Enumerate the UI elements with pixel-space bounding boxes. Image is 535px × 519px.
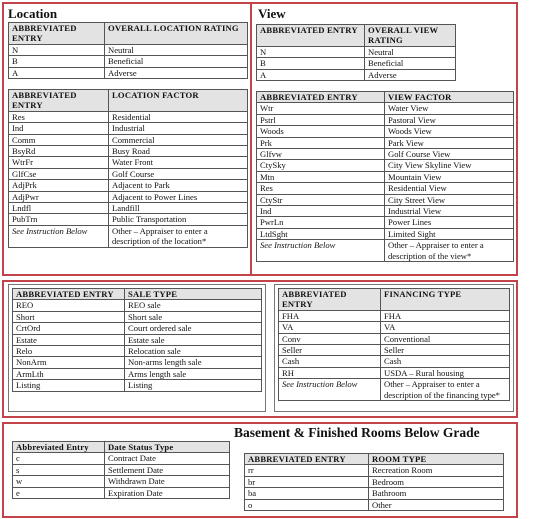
description-cell: Busy Road [109,146,248,157]
abbreviated-entry-cell: A [9,67,105,78]
table-row [257,240,514,262]
description-cell: FHA [381,310,510,321]
description-cell: Golf Course View [385,149,514,160]
description-cell: Cash [381,356,510,367]
table-row [9,191,248,202]
description-cell: Withdrawn Date [105,476,230,487]
description-cell: Settlement Date [105,464,230,475]
table-row [257,149,514,160]
description-cell: REO sale [125,300,262,311]
abbreviated-entry-cell: Short [13,311,125,322]
description-cell: Other [369,499,504,510]
table-row [257,114,514,125]
location-rating-table [8,22,248,79]
location-factor-table [8,89,248,248]
table-row [9,146,248,157]
abbreviated-entry-cell: Estate [13,334,125,345]
abbreviated-entry-cell: Res [9,111,109,122]
abbreviated-entry-cell: Lndfl [9,203,109,214]
abbreviated-entry-cell: s [13,464,105,475]
table-row [279,379,510,401]
abbreviated-entry-cell: Relo [13,346,125,357]
description-cell: Bathroom [369,488,504,499]
table-row [245,488,504,499]
description-cell: Pastoral View [385,114,514,125]
table-row [9,225,248,247]
table-row [257,228,514,239]
description-cell: Relocation sale [125,346,262,357]
abbreviated-entry-cell: Conv [279,333,381,344]
abbreviated-entry-cell: RH [279,367,381,378]
description-cell: Public Transportation [109,214,248,225]
table-row [9,134,248,145]
basement-title: Basement & Finished Rooms Below Grade [234,425,480,440]
abbreviated-entry-cell: Mtn [257,171,385,182]
description-cell: Bedroom [369,476,504,487]
table-row [9,56,248,67]
description-cell: Beneficial [365,58,456,69]
description-cell: Limited Sight [385,228,514,239]
column-header: VIEW FACTOR [385,92,514,103]
abbreviated-entry-cell: Res [257,183,385,194]
abbreviated-entry-cell: LtdSght [257,228,385,239]
abbreviated-entry-cell: o [245,499,369,510]
description-cell: Industrial [109,123,248,134]
abbreviated-entry-cell: AdjPwr [9,191,109,202]
description-cell: City View Skyline View [385,160,514,171]
table-header-row [257,25,456,47]
table-row [13,476,230,487]
view-rating-table [256,24,456,81]
abbreviated-entry-cell: Ind [257,206,385,217]
table-row [257,160,514,171]
abbreviated-entry-cell: br [245,476,369,487]
table-header-row [9,90,248,112]
column-header: FINANCING TYPE [381,289,510,311]
table-row [13,357,262,368]
table-row [9,111,248,122]
description-cell: Court ordered sale [125,323,262,334]
description-cell: Recreation Room [369,465,504,476]
abbreviated-entry-cell: Comm [9,134,109,145]
table-row [9,67,248,78]
table-row [279,310,510,321]
description-cell: Neutral [105,44,248,55]
abbreviated-entry-cell: Cash [279,356,381,367]
table-row [9,168,248,179]
description-cell: Listing [125,380,262,391]
table-row [257,206,514,217]
abbreviated-entry-cell: VA [279,322,381,333]
description-cell: VA [381,322,510,333]
description-cell: Park View [385,137,514,148]
column-header: ABBREVIATED ENTRY [257,25,365,47]
table-header-row [245,454,504,465]
description-cell: Mountain View [385,171,514,182]
column-header: Abbreviated Entry [13,442,105,453]
description-cell: Neutral [365,46,456,57]
table-row [13,487,230,498]
description-cell: City Street View [385,194,514,205]
column-header: ABBREVIATED ENTRY [279,289,381,311]
description-cell: Residential View [385,183,514,194]
description-cell: Power Lines [385,217,514,228]
abbreviated-entry-cell: GlfCse [9,168,109,179]
description-cell: Adjacent to Power Lines [109,191,248,202]
description-cell: Adverse [105,67,248,78]
description-cell: Estate sale [125,334,262,345]
table-row [257,137,514,148]
abbreviated-entry-cell: CtyStr [257,194,385,205]
abbreviated-entry-cell: w [13,476,105,487]
column-header: ABBREVIATED ENTRY [9,90,109,112]
description-cell: Contract Date [105,453,230,464]
abbreviated-entry-cell: N [9,44,105,55]
table-row [257,171,514,182]
abbreviated-entry-cell: Pstrl [257,114,385,125]
description-cell: Other – Appraiser to enter a description of the financing type* [381,379,510,401]
table-row [245,499,504,510]
description-cell: Seller [381,345,510,356]
abbreviated-entry-cell: PwrLn [257,217,385,228]
table-row [9,157,248,168]
table-row [257,103,514,114]
description-cell: Expiration Date [105,487,230,498]
table-row [13,300,262,311]
column-header: ROOM TYPE [369,454,504,465]
table-row [13,464,230,475]
table-row [279,356,510,367]
abbreviated-entry-cell: B [257,58,365,69]
description-cell: Adjacent to Park [109,180,248,191]
description-cell: Water Front [109,157,248,168]
abbreviated-entry-cell: See Instruction Below [257,240,385,262]
abbreviated-entry-cell: rr [245,465,369,476]
location-title: Location [8,6,58,21]
description-cell: Conventional [381,333,510,344]
abbreviated-entry-cell: NonArm [13,357,125,368]
column-header: ABBREVIATED ENTRY [245,454,369,465]
table-row [257,217,514,228]
table-row [13,453,230,464]
abbreviated-entry-cell: BsyRd [9,146,109,157]
description-cell: Arms length sale [125,368,262,379]
abbreviated-entry-cell: N [257,46,365,57]
table-row [13,311,262,322]
abbreviated-entry-cell: WtrFr [9,157,109,168]
abbreviated-entry-cell: Woods [257,126,385,137]
financing-type-table [278,288,510,401]
column-header: SALE TYPE [125,289,262,300]
table-row [279,345,510,356]
view-factor-table [256,91,514,262]
table-row [13,346,262,357]
table-row [279,333,510,344]
table-row [9,214,248,225]
table-header-row [13,442,230,453]
abbreviated-entry-cell: Listing [13,380,125,391]
table-row [279,367,510,378]
abbreviated-entry-cell: FHA [279,310,381,321]
description-cell: Residential [109,111,248,122]
table-row [257,58,456,69]
abbreviated-entry-cell: Glfvw [257,149,385,160]
table-row [257,46,456,57]
column-header: Date Status Type [105,442,230,453]
description-cell: Landfill [109,203,248,214]
abbreviated-entry-cell: c [13,453,105,464]
column-header: OVERALL LOCATION RATING [105,23,248,45]
description-cell: Adverse [365,69,456,80]
table-row [245,476,504,487]
description-cell: USDA – Rural housing [381,367,510,378]
abbreviated-entry-cell: Wtr [257,103,385,114]
abbreviated-entry-cell: REO [13,300,125,311]
abbreviated-entry-cell: AdjPrk [9,180,109,191]
table-row [257,69,456,80]
abbreviated-entry-cell: A [257,69,365,80]
column-header: ABBREVIATED ENTRY [9,23,105,45]
column-header: LOCATION FACTOR [109,90,248,112]
table-row [13,368,262,379]
abbreviated-entry-cell: CtySky [257,160,385,171]
description-cell: Commercial [109,134,248,145]
abbreviated-entry-cell: ba [245,488,369,499]
description-cell: Other – Appraiser to enter a description of the location* [109,225,248,247]
abbreviated-entry-cell: See Instruction Below [9,225,109,247]
description-cell: Non-arms length sale [125,357,262,368]
description-cell: Other – Appraiser to enter a description of the view* [385,240,514,262]
table-row [13,380,262,391]
description-cell: Industrial View [385,206,514,217]
description-cell: Short sale [125,311,262,322]
table-row [13,323,262,334]
column-header: ABBREVIATED ENTRY [257,92,385,103]
abbreviated-entry-cell: B [9,56,105,67]
abbreviated-entry-cell: Prk [257,137,385,148]
table-header-row [9,23,248,45]
table-row [9,123,248,134]
sale-type-table [12,288,262,392]
description-cell: Beneficial [105,56,248,67]
table-header-row [13,289,262,300]
basement-room-table [244,453,504,511]
abbreviated-entry-cell: e [13,487,105,498]
table-row [9,44,248,55]
table-row [279,322,510,333]
date-status-table [12,441,230,499]
description-cell: Water View [385,103,514,114]
table-row [257,126,514,137]
abbreviated-entry-cell: See Instruction Below [279,379,381,401]
abbreviated-entry-cell: Seller [279,345,381,356]
table-header-row [279,289,510,311]
table-row [9,203,248,214]
abbreviated-entry-cell: Ind [9,123,109,134]
table-row [13,334,262,345]
description-cell: Woods View [385,126,514,137]
abbreviated-entry-cell: CrtOrd [13,323,125,334]
table-row [257,194,514,205]
table-row [257,183,514,194]
view-title: View [258,6,286,21]
column-header: OVERALL VIEW RATING [365,25,456,47]
column-header: ABBREVIATED ENTRY [13,289,125,300]
abbreviated-entry-cell: ArmLth [13,368,125,379]
table-header-row [257,92,514,103]
table-row [245,465,504,476]
description-cell: Golf Course [109,168,248,179]
table-row [9,180,248,191]
abbreviated-entry-cell: PubTrn [9,214,109,225]
